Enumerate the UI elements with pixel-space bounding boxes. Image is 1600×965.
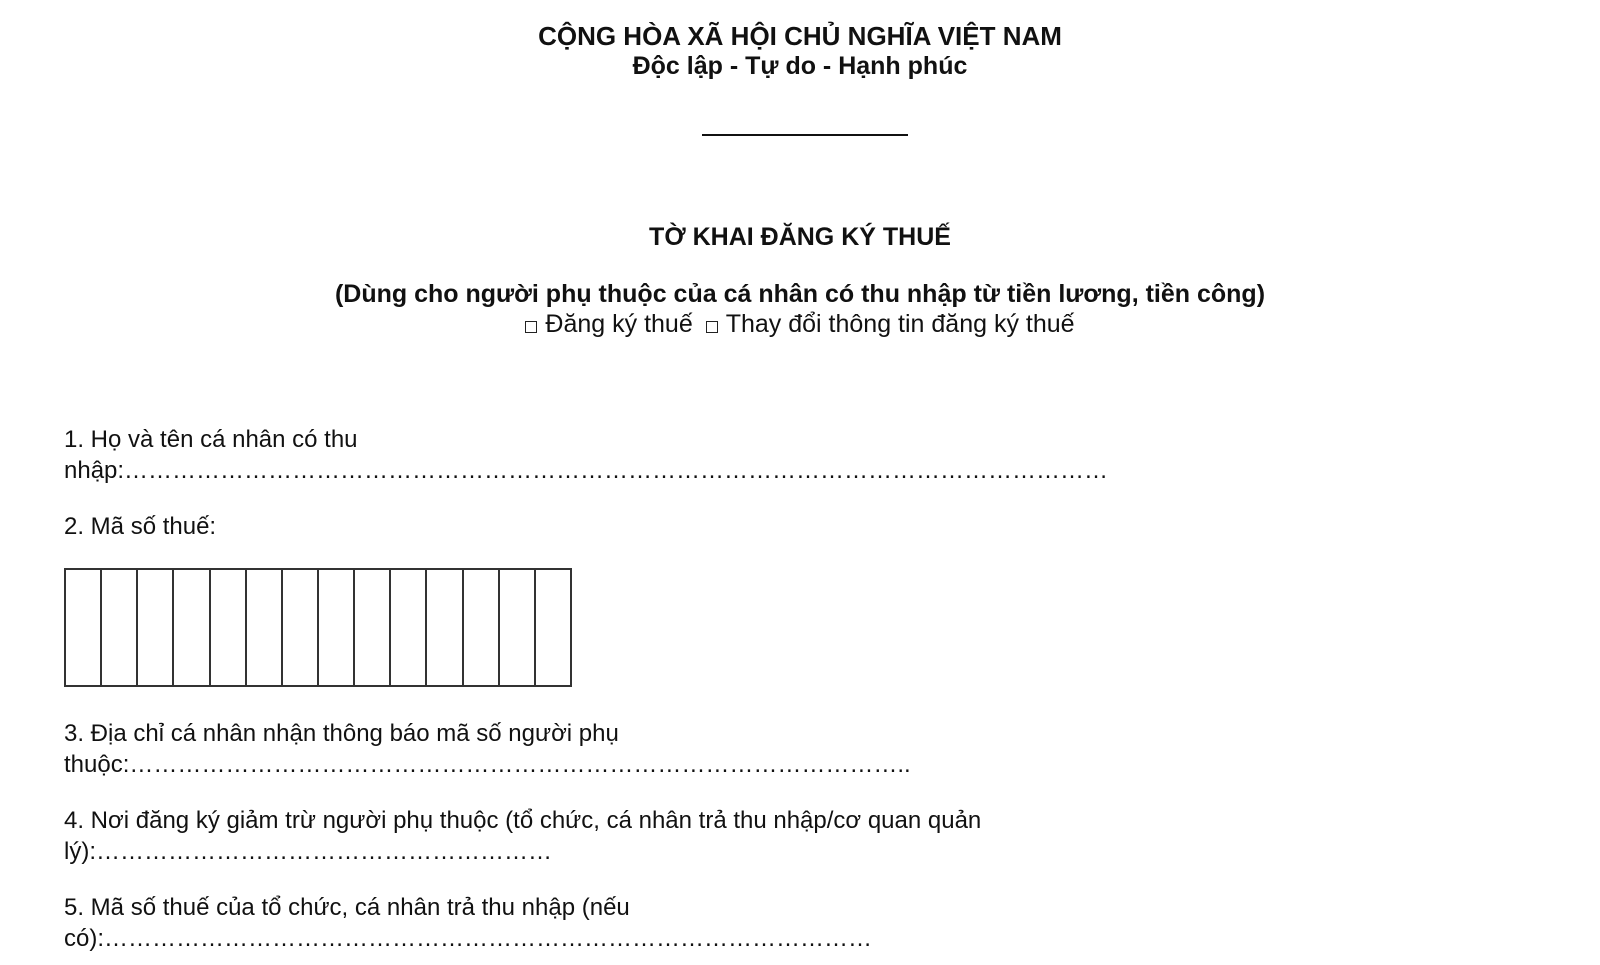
registration-options <box>0 308 1600 340</box>
field-5-label: 5. Mã số thuế của tổ chức, cá nhân trả thu nhập (nếu <box>64 894 630 921</box>
field-tax-code <box>64 511 216 542</box>
tax-code-cell[interactable] <box>174 570 210 685</box>
tax-code-cell[interactable] <box>355 570 391 685</box>
form-title: TỜ KHAI ĐĂNG KÝ THUẾ <box>649 223 951 251</box>
tax-code-grid <box>64 568 572 687</box>
option-change[interactable] <box>706 310 1075 338</box>
country-name: CỘNG HÒA XÃ HỘI CHỦ NGHĨA VIỆT NAM <box>538 21 1062 51</box>
field-4-label: 4. Nơi đăng ký giảm trừ người phụ thuộc (tổ chức, cá nhân trả thu nhập/cơ quan quản <box>64 807 982 834</box>
tax-code-cell[interactable] <box>536 570 570 685</box>
field-1-label: 1. Họ và tên cá nhân có thu <box>64 426 358 453</box>
field-5-fill-line[interactable]: có):…………………………………………………………………………………… <box>64 925 873 952</box>
field-3-label: 3. Địa chỉ cá nhân nhận thông báo mã số người phụ <box>64 720 619 747</box>
option-register[interactable] <box>525 310 699 338</box>
tax-code-cell[interactable] <box>211 570 247 685</box>
option-change-label: Thay đổi thông tin đăng ký thuế <box>725 310 1075 338</box>
header-divider <box>702 134 908 136</box>
field-1-fill-line[interactable]: nhập:…………………………………………………………………………………………………………… <box>64 457 1109 484</box>
checkbox-register[interactable] <box>525 321 537 333</box>
field-income-person-name <box>64 424 1108 486</box>
option-register-label: Đăng ký thuế <box>545 310 693 338</box>
tax-code-cell[interactable] <box>500 570 536 685</box>
form-subtitle: (Dùng cho người phụ thuộc của cá nhân có thu nhập từ tiền lương, tiền công) <box>334 280 1266 308</box>
tax-code-cell[interactable] <box>319 570 355 685</box>
tax-code-cell[interactable] <box>247 570 283 685</box>
tax-code-cell[interactable] <box>138 570 174 685</box>
tax-code-cell[interactable] <box>427 570 463 685</box>
field-deduction-place <box>64 805 981 867</box>
national-motto: Độc lập - Tự do - Hạnh phúc <box>632 52 968 80</box>
field-3-fill-line[interactable]: thuộc:…………………………………………………………………………………….. <box>64 751 911 778</box>
tax-code-cell[interactable] <box>102 570 138 685</box>
field-2-label: 2. Mã số thuế: <box>64 513 217 540</box>
tax-code-cell[interactable] <box>283 570 319 685</box>
field-notice-address <box>64 718 911 780</box>
field-4-fill-line[interactable]: lý):………………………………………………… <box>64 838 552 865</box>
checkbox-change[interactable] <box>706 321 718 333</box>
tax-code-cell[interactable] <box>391 570 427 685</box>
field-payer-tax-code <box>64 892 872 954</box>
tax-code-cell[interactable] <box>464 570 500 685</box>
tax-code-cell[interactable] <box>66 570 102 685</box>
